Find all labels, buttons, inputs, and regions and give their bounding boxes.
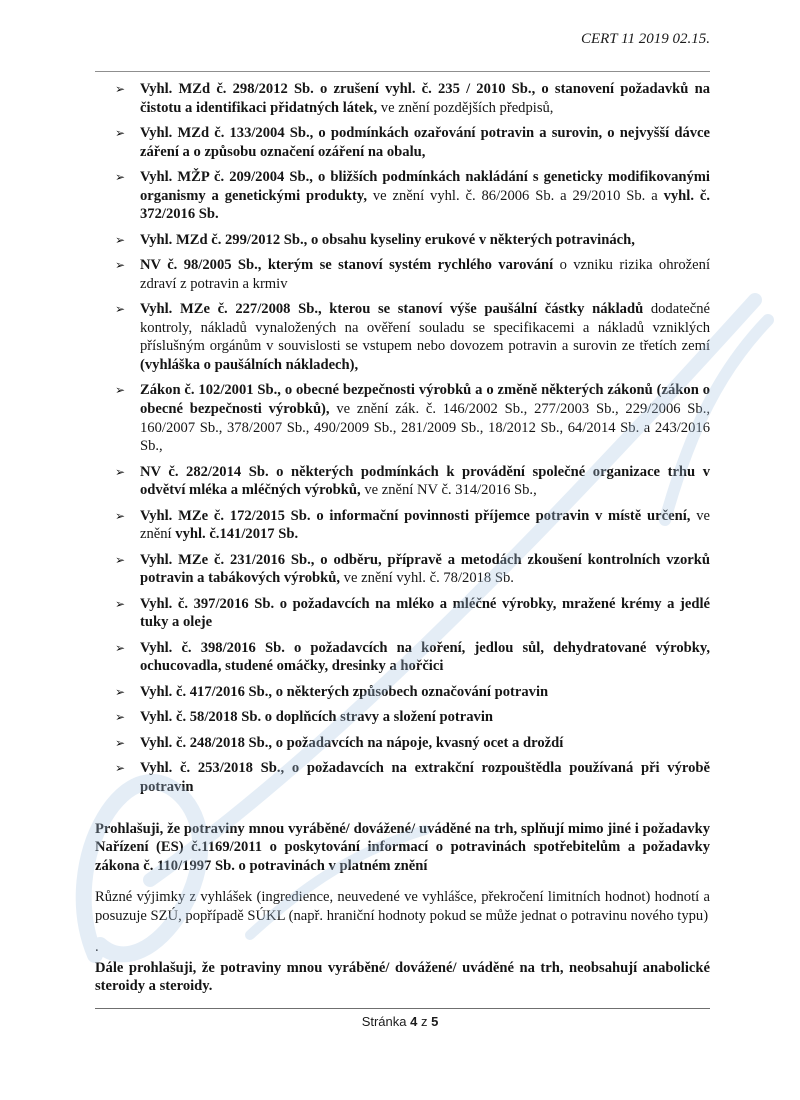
regulation-list-item	[95, 734, 710, 753]
declaration-paragraphs	[95, 820, 710, 996]
document-body	[95, 80, 710, 1009]
bold-text-run: Vyhl. MZd č. 133/2004 Sb., o podmínkách ozařování potravin a surovin, o nejvyšší dávce záření a o způsobu označení ozáření na obalu,	[140, 125, 710, 160]
regulation-list-item	[95, 759, 710, 796]
regulation-list-item	[95, 168, 710, 224]
bold-text-run: Vyhl. č. 397/2016 Sb. o požadavcích na mléko a mléčné výrobky, mražené krémy a jedlé tuky a oleje	[140, 595, 710, 631]
bold-text-run: 4	[410, 1014, 418, 1029]
regulation-list-item	[95, 708, 710, 727]
declaration-paragraph	[95, 888, 710, 925]
regulation-list-item	[95, 595, 710, 632]
regulation-text	[140, 551, 710, 588]
regulation-list-item	[95, 639, 710, 676]
text-run: o vzniku rizika ohrožení zdraví z potravin a krmiv	[140, 257, 710, 292]
regulation-list-item	[95, 551, 710, 588]
arrow-bullet-icon: ➢	[115, 735, 126, 750]
bold-text-run: Vyhl. č. 248/2018 Sb., o požadavcích na nápoje, kvasný ocet a droždí	[140, 734, 564, 751]
arrow-bullet-icon: ➢	[115, 232, 126, 247]
arrow-bullet-icon: ➢	[115, 126, 126, 141]
regulation-text	[140, 256, 710, 293]
bold-text-run: Vyhl. č. 58/2018 Sb. o doplňcích stravy a složení potravin	[140, 709, 493, 726]
regulation-list	[95, 80, 710, 797]
arrow-bullet-icon: ➢	[115, 82, 126, 96]
bold-text-run: Prohlašuji, že potraviny mnou vyráběné/ dovážené/ uváděné na trh, splňují mimo jiné i požadavky Nařízení (ES) č.1169/2011 o poskytování informací o potravinách spotřebitelům a požadavky zákona č. 110/1997 Sb. o potravinách v platném znění	[95, 820, 710, 874]
bold-text-run: Vyhl. MZd č. 298/2012 Sb. o zrušení vyhl. č. 235 / 2010 Sb., o stanovení požadavků na čistotu a identifikaci přidatných látek,	[140, 81, 710, 116]
regulation-list-item	[95, 256, 710, 293]
regulation-text	[140, 124, 710, 161]
text-run: dodatečné kontroly, nákladů vynaložených na ověření souladu se specifikacemi a nákladů vzniklých příslušným orgánům v souvislosti se vstupem nebo dovozem potravin a surovin ze třetích zemí	[140, 301, 710, 355]
bold-text-run: Vyhl. MZd č. 299/2012 Sb., o obsahu kyseliny erukové v některých potravinách,	[140, 231, 635, 248]
regulation-text	[140, 507, 710, 544]
arrow-bullet-icon: ➢	[115, 596, 126, 611]
bold-text-run: Vyhl. MZe č. 227/2008 Sb., kterou se stanoví výše paušální částky nákladů	[140, 301, 644, 318]
regulation-list-item	[95, 381, 710, 455]
text-run: ve znění vyhl. č. 78/2018 Sb.	[340, 570, 514, 587]
declaration-paragraph	[95, 959, 710, 996]
regulation-text	[140, 595, 710, 632]
header-divider	[95, 71, 710, 72]
arrow-bullet-icon: ➢	[115, 552, 126, 567]
regulation-list-item	[95, 507, 710, 544]
bold-text-run: (vyhláška o paušálních nákladech),	[140, 356, 359, 373]
arrow-bullet-icon: ➢	[115, 170, 126, 185]
arrow-bullet-icon: ➢	[115, 302, 126, 317]
bold-text-run: Vyhl. č. 398/2016 Sb. o požadavcích na koření, jedlou sůl, dehydratované výrobky, ochucovadla, studené omáčky, dresinky a hořčici	[140, 639, 710, 675]
bold-text-run: Vyhl. č. 253/2018 Sb., o požadavcích na extrakční rozpouštědla používaná při výrobě potravin	[140, 760, 710, 795]
regulation-text	[140, 300, 710, 374]
text-run: ve znění zák. č. 146/2002 Sb., 277/2003 Sb., 229/2006 Sb., 160/2007 Sb., 378/2007 Sb., 490/2009 Sb., 281/2009 Sb., 18/2012 Sb., 64/2014 Sb. a 243/2016 Sb.,	[140, 400, 710, 455]
footer-divider	[95, 1008, 710, 1009]
regulation-text	[140, 759, 710, 796]
bold-text-run: Zákon č. 102/2001 Sb., o obecné bezpečnosti výrobků a o změně některých zákonů (zákon o obecné bezpečnosti výrobků),	[140, 382, 710, 417]
bold-text-run: Vyhl. MZe č. 172/2015 Sb. o informační povinnosti příjemce potravin v místě určení,	[140, 507, 691, 524]
regulation-text	[140, 463, 710, 500]
text-run: ve znění NV č. 314/2016 Sb.,	[360, 482, 537, 499]
arrow-bullet-icon: ➢	[115, 710, 126, 725]
regulation-text	[140, 639, 710, 676]
text-run: ve znění pozdějších předpisů,	[377, 99, 554, 116]
page-number	[0, 1014, 800, 1029]
arrow-bullet-icon: ➢	[115, 640, 126, 655]
regulation-text	[140, 734, 710, 753]
arrow-bullet-icon: ➢	[115, 383, 126, 398]
regulation-list-item	[95, 231, 710, 250]
arrow-bullet-icon: ➢	[115, 464, 126, 479]
regulation-list-item	[95, 80, 710, 117]
text-run: z	[417, 1014, 432, 1029]
document-code: CERT 11 2019 02.15.	[580, 31, 710, 47]
text-run: ve znění vyhl. č. 86/2006 Sb. a 29/2010 Sb. a	[366, 187, 664, 204]
text-run: ve znění	[140, 507, 710, 543]
arrow-bullet-icon: ➢	[115, 761, 126, 776]
declaration-paragraph	[95, 938, 710, 957]
arrow-bullet-icon: ➢	[115, 258, 126, 273]
bold-text-run: vyhl. č.141/2017 Sb.	[175, 526, 299, 543]
bold-text-run: Vyhl. MZe č. 231/2016 Sb., o odběru, přípravě a metodách zkoušení kontrolních vzorků potravin a tabákových výrobků,	[140, 551, 710, 587]
bold-text-run: 5	[431, 1014, 439, 1029]
regulation-list-item	[95, 683, 710, 702]
regulation-text	[140, 683, 710, 702]
bold-text-run: Vyhl. č. 417/2016 Sb., o některých způsobech označování potravin	[140, 683, 549, 700]
regulation-text	[140, 80, 710, 117]
regulation-list-item	[95, 300, 710, 374]
text-run: .	[95, 939, 99, 956]
declaration-paragraph	[95, 820, 710, 876]
bold-text-run: Dále prohlašuji, že potraviny mnou vyráběné/ dovážené/ uváděné na trh, neobsahují anabolické steroidy a steroidy.	[95, 959, 710, 995]
regulation-text	[140, 231, 710, 250]
regulation-text	[140, 168, 710, 224]
regulation-list-item	[95, 124, 710, 161]
bold-text-run: Vyhl. MŽP č. 209/2004 Sb., o bližších podmínkách nakládání s geneticky modifikovanými organismy a genetickými produkty,	[140, 169, 710, 204]
regulation-text	[140, 381, 710, 455]
bold-text-run: NV č. 282/2014 Sb. o některých podmínkách k provádění společné organizace trhu v odvětví mléka a mléčných výrobků,	[140, 463, 710, 499]
regulation-text	[140, 708, 710, 727]
regulation-list-item	[95, 463, 710, 500]
text-run: Stránka	[361, 1014, 411, 1029]
bold-text-run: vyhl. č. 372/2016 Sb.	[140, 187, 711, 223]
arrow-bullet-icon: ➢	[115, 508, 126, 523]
text-run: Různé výjimky z vyhlášek (ingredience, neuvedené ve vyhlášce, překročení limitních hodnot) hodnotí a posuzuje SZÚ, popřípadě SÚKL (např. hraniční hodnoty pokud se může jednat o potravinu nového typu)	[95, 889, 710, 924]
arrow-bullet-icon: ➢	[115, 684, 126, 699]
bold-text-run: NV č. 98/2005 Sb., kterým se stanoví systém rychlého varování	[140, 257, 554, 274]
